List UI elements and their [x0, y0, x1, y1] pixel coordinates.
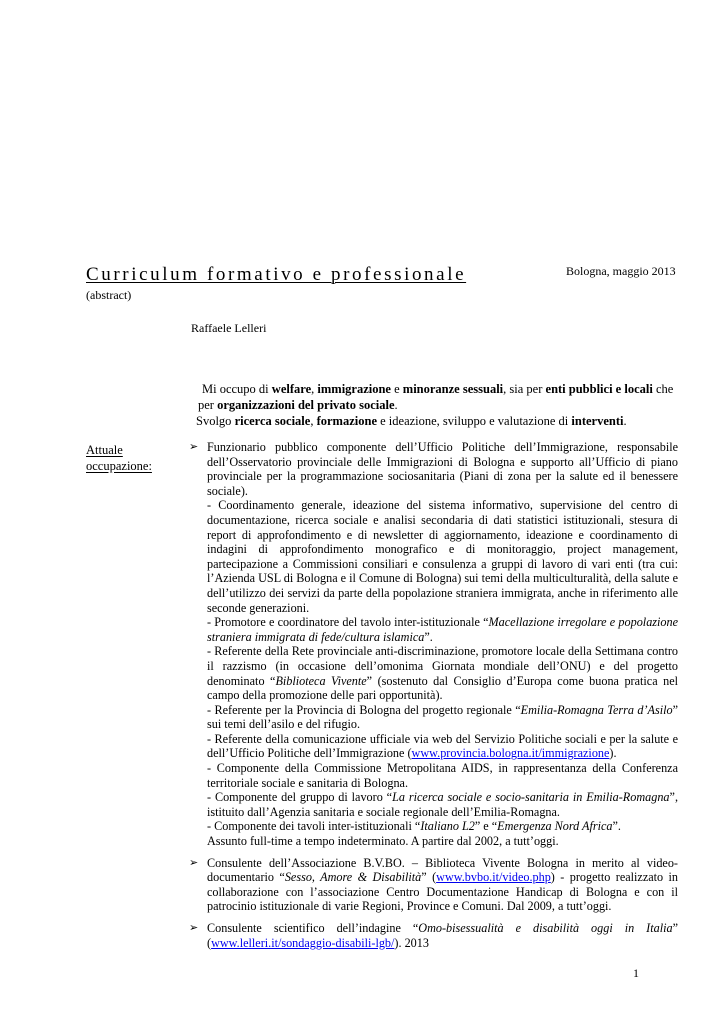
item3-text: Consulente scientifico dell’indagine “Omo-bisessualità e disabilità oggi in Italia” (www.lelleri.it/sondaggio-disabili-lgb/). 2013 — [207, 921, 679, 950]
document-date: Bologna, maggio 2013 — [566, 264, 676, 278]
item1-employment: Assunto full-time a tempo indeterminato. A partire dal 2002, a tutt’oggi. — [207, 834, 559, 849]
bvbo-link[interactable]: www.bvbo.it/video.php — [436, 870, 551, 885]
intro-line-2: per organizzazioni del privato sociale. — [198, 398, 398, 412]
lelleri-link[interactable]: www.lelleri.it/sondaggio-disabili-lgb/ — [211, 935, 395, 950]
arrow-bullet-icon: ➢ — [189, 922, 199, 934]
intro-line-1: Mi occupo di welfare, immigrazione e minoranze sessuali, sia per enti pubblici e locali che — [202, 382, 674, 396]
list-item — [189, 440, 678, 849]
author-name: Raffaele Lelleri — [191, 321, 267, 335]
section-label-current-occupation: Attuale occupazione: — [86, 443, 152, 473]
provincia-link[interactable]: www.provincia.bologna.it/immigrazione — [411, 746, 610, 761]
list-item-body — [207, 921, 678, 950]
intro-line-3: Svolgo ricerca sociale, formazione e ideazione, sviluppo e valutazione di interventi. — [196, 414, 627, 428]
item1-promoter: - Promotore e coordinatore del tavolo inter-istituzionale “Macellazione irregolare e popolazione straniera immigrata di fede/cultura islamica”. — [207, 615, 679, 644]
list-item-body — [207, 856, 678, 914]
item1-web-communication: - Referente della comunicazione ufficiale via web del Servizio Politiche sociali e per la salute e dell’Ufficio Politiche dell’Immigrazione (www.provincia.bologna.it/immigrazione). — [207, 731, 678, 761]
occupation-list — [189, 440, 678, 957]
item1-regional-project: - Referente per la Provincia di Bologna del progetto regionale “Emilia-Romagna Terra d’Asilo” sui temi dell’asilo e del rifugio. — [207, 702, 678, 732]
item1-working-group: - Componente del gruppo di lavoro “La ricerca sociale e socio-sanitaria in Emilia-Romagna”, istituito dall’Agenzia sanitaria e sociale regionale dell’Emilia-Romagna. — [207, 790, 678, 819]
item1-intro: Funzionario pubblico componente dell’Ufficio Politiche dell’Immigrazione, responsabile dell’Osservatorio provinciale delle Immigrazioni di Bologna e supporto all’Ufficio di piano provinciale per la programmazione sociosanitaria (Piani di zona per la salute ed il benessere sociale). — [207, 440, 678, 498]
abstract-label: (abstract) — [86, 288, 132, 302]
list-item — [189, 921, 678, 950]
arrow-bullet-icon: ➢ — [189, 441, 199, 453]
item1-coordination: - Coordinamento generale, ideazione del sistema informativo, supervisione del centro di documentazione, ricerca sociale e analisi secondaria di dati statistici istituzionali, stesura di report di approfondimento e di newsletter di aggiornamento, ideazione e coordinamento di indagini di approfondimento monografico e di monitoraggio, project management, partecipazione a Commissioni consiliari e consulenza a gruppi di lavoro di vari enti (tra cui: l’Azienda USL di Bologna e il Comune di Bologna) sui temi della multiculturalità, della salute e dell’utilizzo dei servizi da parte della popolazione straniera immigrata, anche in riferimento alle seconde generazioni. — [207, 498, 678, 615]
list-item — [189, 856, 678, 914]
list-item-body — [207, 440, 678, 849]
item1-antidiscrimination: - Referente della Rete provinciale anti-discriminazione, promotore locale della Settimana contro il razzismo (in occasione dell’omonima Giornata mondiale dell’ONU) e del progetto denominato “Biblioteca Vivente” (sostenuto dal Consiglio d’Europa come buona pratica nel campo della promozione delle pari opportunità). — [207, 644, 678, 703]
item1-tables: - Componente dei tavoli inter-istituzionali “Italiano L2” e “Emergenza Nord Africa”. — [207, 819, 621, 834]
intro-paragraph — [196, 381, 686, 429]
document-title: Curriculum formativo e professionale — [86, 264, 467, 285]
item2-text: Consulente dell’Associazione B.V.BO. – Biblioteca Vivente Bologna in merito al video-documentario “Sesso, Amore & Disabilità” (www.bvbo.it/video.php) - progetto realizzato in collaborazione con l’associazione Centro Documentazione Handicap di Bologna e con il patrocinio istituzionale di varie Regioni, Province e Comuni. Dal 2009, a tutt’oggi. — [207, 855, 679, 914]
item1-aids-commission: - Componente della Commissione Metropolitana AIDS, in rappresentanza della Conferenza territoriale sociale e sanitaria di Bologna. — [207, 761, 678, 790]
page-number: 1 — [633, 966, 639, 980]
arrow-bullet-icon: ➢ — [189, 856, 199, 869]
